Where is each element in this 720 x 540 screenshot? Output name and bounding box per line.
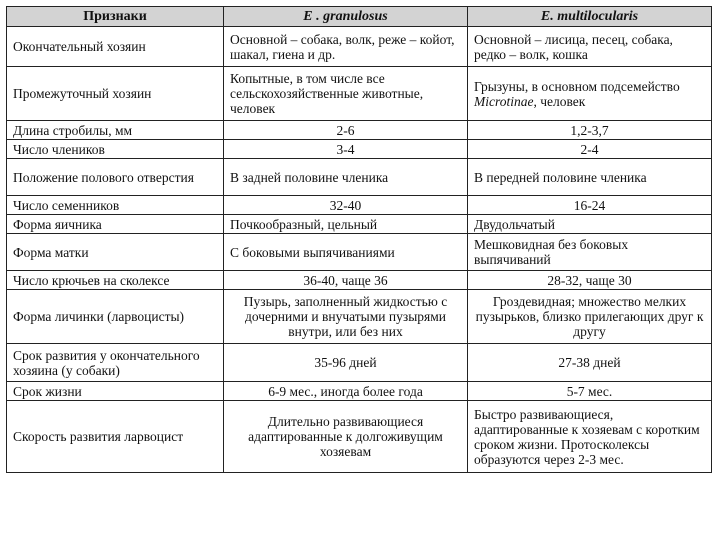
feature-cell: Форма матки — [7, 234, 224, 271]
table-row — [7, 215, 712, 234]
feature-cell: Форма личинки (ларвоцисты) — [7, 290, 224, 344]
multilocularis-cell: 28-32, чаще 30 — [468, 271, 712, 290]
granulosus-cell: Основной – собака, волк, реже – койот, шакал, гиена и др. — [224, 27, 468, 67]
header-row — [7, 7, 712, 27]
granulosus-cell: 35-96 дней — [224, 344, 468, 382]
granulosus-cell: Копытные, в том числе все сельскохозяйственные животные, человек — [224, 67, 468, 121]
table-row — [7, 140, 712, 159]
taxon-name: Microtinae — [474, 93, 534, 109]
multilocularis-cell: 1,2-3,7 — [468, 121, 712, 140]
header-cell-features: Признаки — [7, 7, 224, 27]
granulosus-cell: 2-6 — [224, 121, 468, 140]
multilocularis-cell: В передней половине членика — [468, 159, 712, 196]
table-row — [7, 121, 712, 140]
table-row — [7, 67, 712, 121]
feature-cell: Положение полового отверстия — [7, 159, 224, 196]
multilocularis-cell: Гроздевидная; множество мелких пузырьков, близко прилегающих друг к другу — [468, 290, 712, 344]
granulosus-cell: С боковыми выпячиваниями — [224, 234, 468, 271]
multilocularis-cell: Основной – лисица, песец, собака, редко – волк, кошка — [468, 27, 712, 67]
table-row — [7, 401, 712, 473]
granulosus-cell: Длительно развивающиеся адаптированные к долгоживущим хозяевам — [224, 401, 468, 473]
table-row — [7, 27, 712, 67]
feature-cell: Срок развития у окончательного хозяина (у собаки) — [7, 344, 224, 382]
feature-cell: Длина стробилы, мм — [7, 121, 224, 140]
granulosus-cell: 36-40, чаще 36 — [224, 271, 468, 290]
granulosus-cell: Почкообразный, цельный — [224, 215, 468, 234]
multilocularis-cell: Мешковидная без боковых выпячиваний — [468, 234, 712, 271]
table-row — [7, 344, 712, 382]
table-row — [7, 234, 712, 271]
multilocularis-cell: 2-4 — [468, 140, 712, 159]
table-row — [7, 159, 712, 196]
granulosus-cell: 6-9 мес., иногда более года — [224, 382, 468, 401]
table-row — [7, 382, 712, 401]
feature-cell: Число семенников — [7, 196, 224, 215]
comparison-table — [6, 6, 712, 473]
granulosus-cell: 32-40 — [224, 196, 468, 215]
multilocularis-cell: 5-7 мес. — [468, 382, 712, 401]
feature-cell: Срок жизни — [7, 382, 224, 401]
granulosus-cell: Пузырь, заполненный жидкостью с дочерними и внучатыми пузырями внутри, или без них — [224, 290, 468, 344]
feature-cell: Форма яичника — [7, 215, 224, 234]
multilocularis-cell: Двудольчатый — [468, 215, 712, 234]
feature-cell: Окончательный хозяин — [7, 27, 224, 67]
table-row — [7, 271, 712, 290]
header-cell-granulosus: E . granulosus — [224, 7, 468, 27]
feature-cell: Скорость развития ларвоцист — [7, 401, 224, 473]
cell-text: , человек — [533, 93, 586, 109]
multilocularis-cell: Быстро развивающиеся, адаптированные к хозяевам с коротким сроком жизни. Протосколексы образуются через 2-3 мес. — [468, 401, 712, 473]
multilocularis-cell: 27-38 дней — [468, 344, 712, 382]
table-row — [7, 196, 712, 215]
multilocularis-cell — [468, 67, 712, 121]
header-cell-multilocularis: E. multilocularis — [468, 7, 712, 27]
feature-cell: Промежуточный хозяин — [7, 67, 224, 121]
granulosus-cell: 3-4 — [224, 140, 468, 159]
multilocularis-cell: 16-24 — [468, 196, 712, 215]
table-row — [7, 290, 712, 344]
cell-text: Грызуны, в основном подсемейство — [474, 78, 680, 94]
granulosus-cell: В задней половине членика — [224, 159, 468, 196]
feature-cell: Число члеников — [7, 140, 224, 159]
feature-cell: Число крючьев на сколексе — [7, 271, 224, 290]
